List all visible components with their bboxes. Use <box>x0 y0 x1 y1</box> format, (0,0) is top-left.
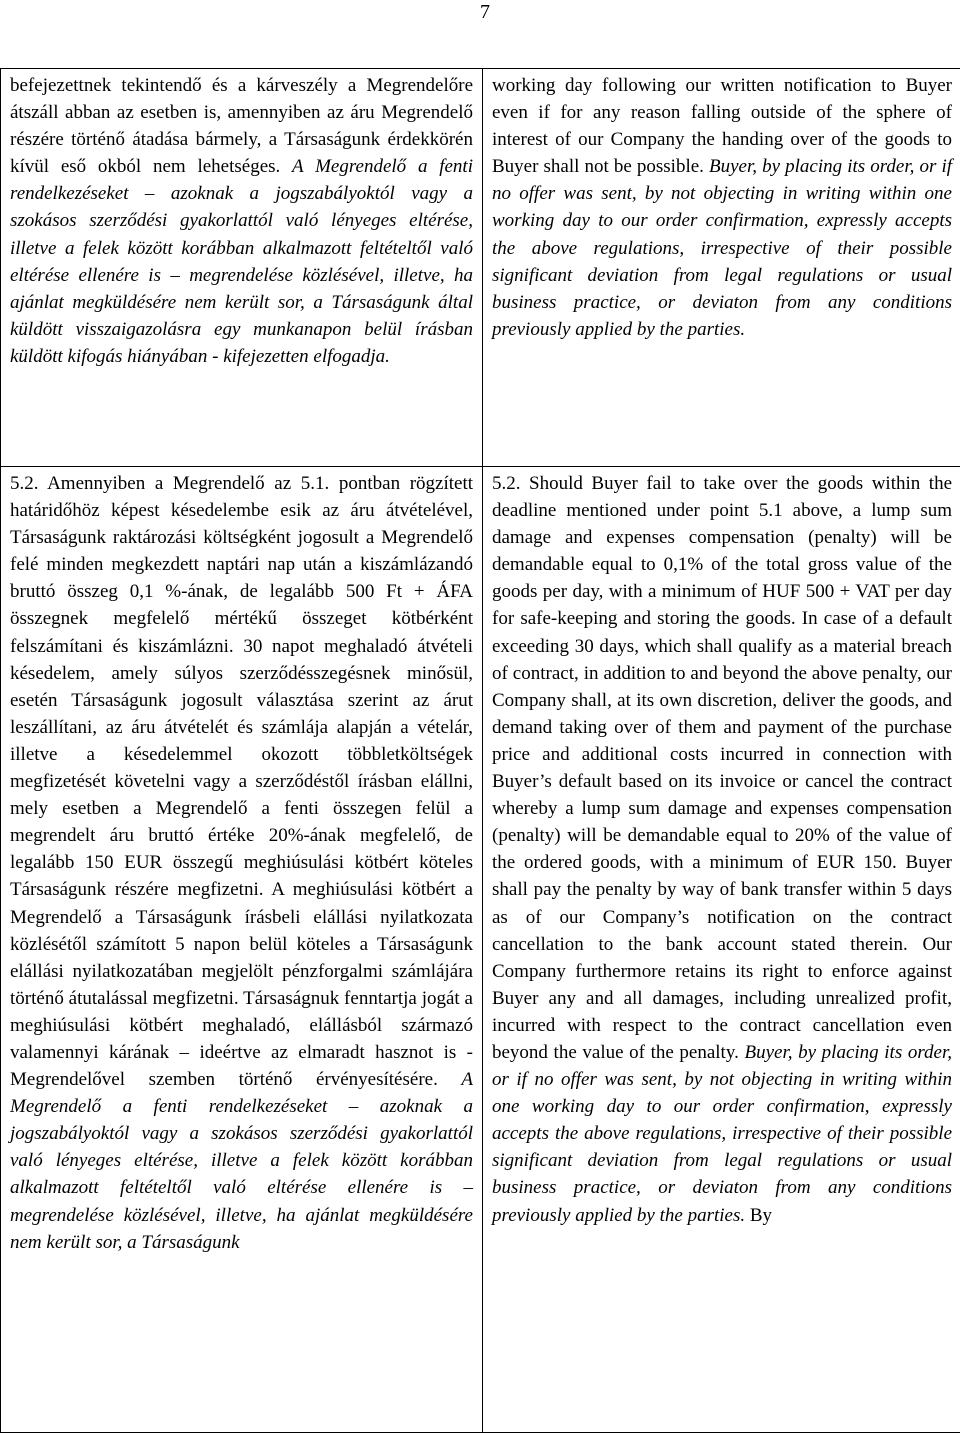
hungarian-text: befejezettnek tekintendő és a kárveszély a Megrendelőre átszáll abban az esetben is, amennyiben az áru Megrendelő részére történő átadása bármely, a Társaságunk érdekkörén kívül eső okból nem lehetséges. <box>10 75 473 177</box>
english-text: 5.2. Should Buyer fail to take over the goods within the deadline mentioned under point 5.1 above, a lump sum damage and expenses compensation (penalty) will be demandable equal to 0,1% of the total gross value of the goods per day, with a minimum of HUF 500 + VAT per day for safe-keeping and storing the goods. In case of a default exceeding 30 days, which shall qualify as a material breach of contract, in addition to and beyond the above penalty, our Company shall, at its own discretion, deliver the goods, and demand taking over of them and payment of the purchase price and additional costs incurred in connection with Buyer’s default based on its invoice or cancel the contract whereby a lump sum damage and expenses compensation (penalty) will be demandable equal to 20% of the value of the ordered goods, with a minimum of EUR 150. Buyer shall pay the penalty by way of bank transfer within 5 days as of our Company’s notification on the contract cancellation to the bank account stated therein. Our Company furthermore retains its right to enforce against Buyer any and all damages, including unrealized profit, incurred with respect to the contract cancellation even beyond the value of the penalty. <box>492 473 952 1063</box>
table-row <box>1 467 960 1433</box>
english-italic-text: Buyer, by placing its order, or if no offer was sent, by not objecting in writing within one working day to our order confirmation, expressly accepts the above regulations, irrespective of their possible significant deviation from legal regulations or usual business practice, or deviaton from any conditions previously applied by the parties. <box>492 156 952 340</box>
hungarian-cell <box>1 467 483 1433</box>
english-trailing-text: By <box>745 1205 772 1226</box>
english-italic-text: Buyer, by placing its order, or if no offer was sent, by not objecting in writing within one working day to our order confirmation, expressly accepts the above regulations, irrespective of their possible significant deviation from legal regulations or usual business practice, or deviaton from any conditions previously applied by the parties. <box>492 1042 952 1226</box>
hungarian-cell <box>1 69 483 467</box>
english-cell <box>483 69 960 467</box>
hungarian-italic-text: A Megrendelő a fenti rendelkezéseket – azoknak a jogszabályoktól vagy a szokásos szerződési gyakorlattól való lényeges eltérése, illetve a felek között korábban alkalmazott feltételtől való eltérése ellenére is – megrendelése közlésével, illetve, ha ajánlat megküldésére nem került sor, a Társaságunk által küldött visszaigazolásra egy munkanapon belül írásban küldött kifogás hiányában - kifejezetten elfogadja. <box>10 156 473 367</box>
page-number: 7 <box>470 0 500 24</box>
bilingual-terms-table <box>0 68 960 1433</box>
hungarian-text: 5.2. Amennyiben a Megrendelő az 5.1. pontban rögzített határidőhöz képest késedelembe esik az áru átvételével, Társaságunk raktározási költségként jogosult a Megrendelő felé minden megkezdett naptári nap után a kiszámlázandó bruttó összeg 0,1 %-ának, de legalább 500 Ft + ÁFA összegnek megfelelő mértékű összeget kötbérként felszámítani és kiszámlázni. 30 napot meghaladó átvételi késedelem, amely súlyos szerződésszegésnek minősül, esetén Társaságunk jogosult választása szerint az árut leszállítani, az áru átvételét és számlája alapján a vételár, illetve a késedelemmel okozott többletköltségek megfizetését követelni vagy a szerződéstől írásban elállni, mely esetben a Megrendelő a fenti összegen felül a megrendelt áru bruttó értéke 20%-ának megfelelő, de legalább 150 EUR összegű meghiúsulási kötbért köteles Társaságunk részére megfizetni. A meghiúsulási kötbért a Megrendelő a Társaságunk írásbeli elállási nyilatkozata közlésétől számított 5 napon belül köteles a Társaságunk elállási nyilatkozatában megjelölt pénzforgalmi számlájára történő átutalással megfizetni. Társaságnuk fenntartja jogát a meghiúsulási kötbért meghaladó, elállásból származó valamennyi kárának – ideértve az elmaradt hasznot is - Megrendelővel szemben történő érvényesítésére. <box>10 473 473 1090</box>
table-row <box>1 69 960 467</box>
english-text: working day following our written notification to Buyer even if for any reason falling outside of the sphere of interest of our Company the handing over of the goods to Buyer shall not be possible. <box>492 75 952 177</box>
english-cell <box>483 467 960 1433</box>
hungarian-italic-text: A Megrendelő a fenti rendelkezéseket – azoknak a jogszabályoktól vagy a szokásos szerződési gyakorlattól való lényeges eltérése, illetve a felek között korábban alkalmazott feltételtől való eltérése ellenére is – megrendelése közlésével, illetve, ha ajánlat megküldésére nem került sor, a Társaságunk <box>10 1069 473 1253</box>
